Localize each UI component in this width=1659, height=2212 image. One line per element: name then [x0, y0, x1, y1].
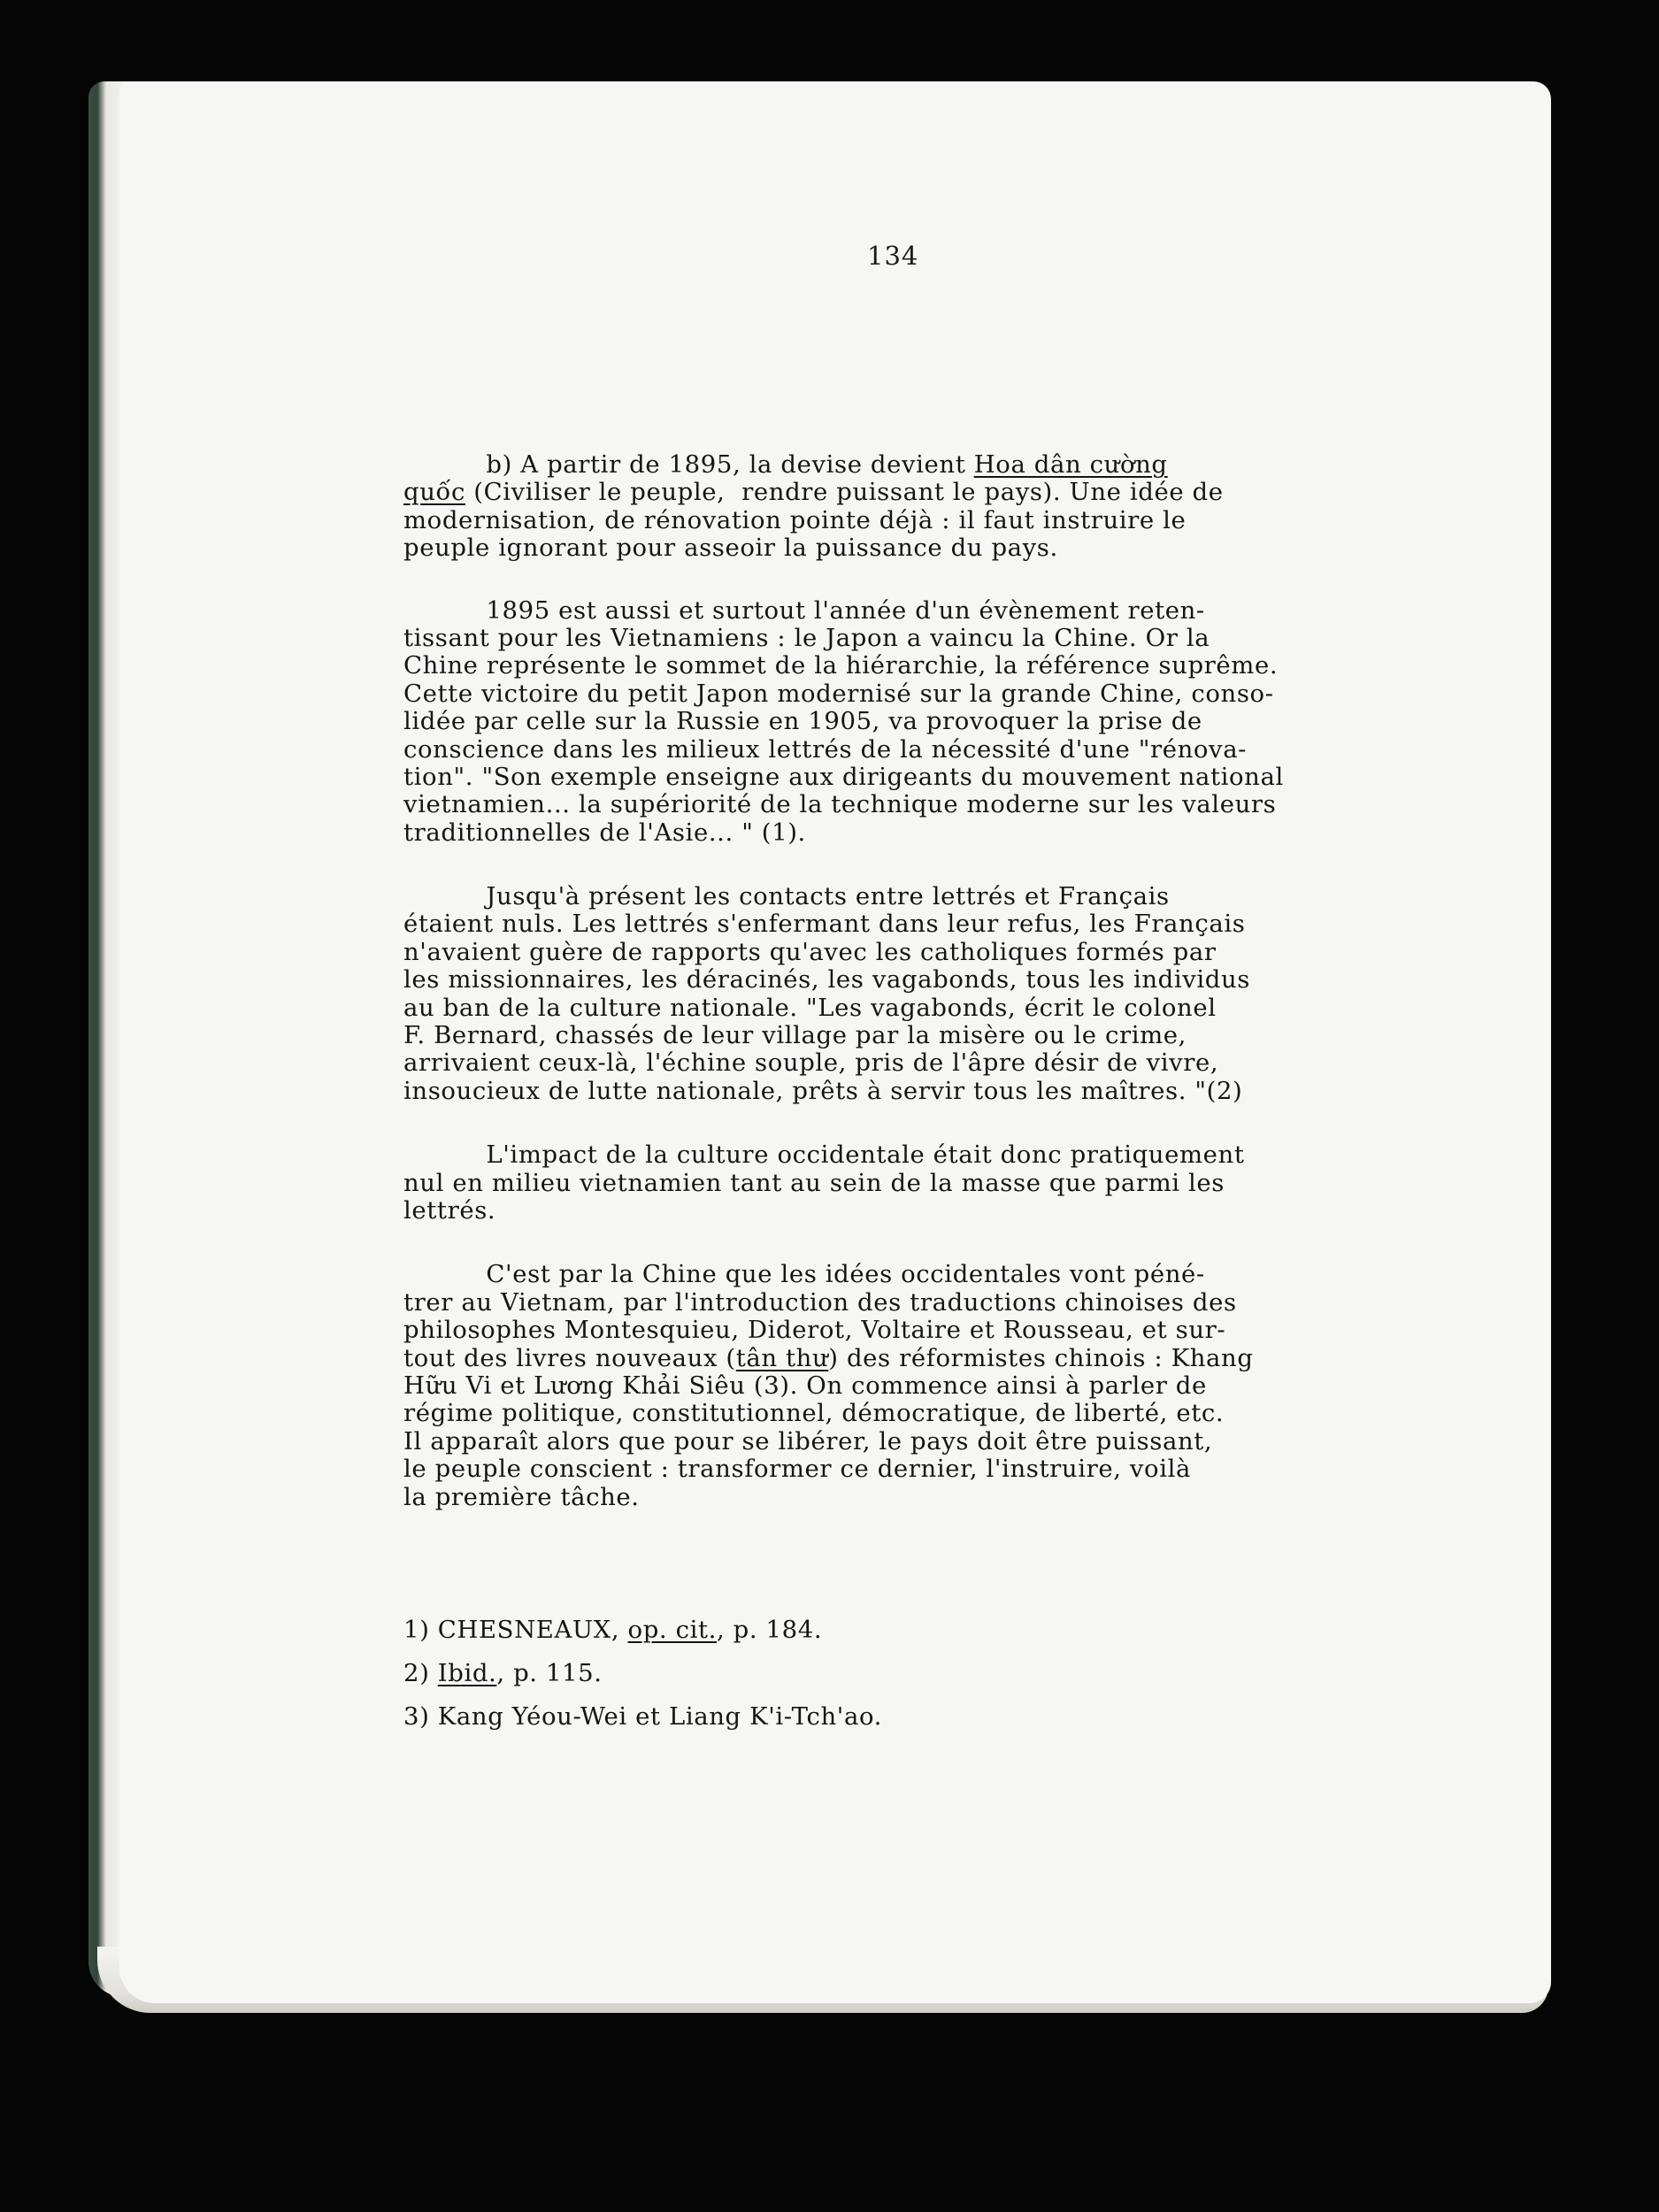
text-line: philosophes Montesquieu, Diderot, Voltaire et Rousseau, et sur-	[403, 1316, 1226, 1345]
text-line: Hữu Vi et Lương Khải Siêu (3). On commence ainsi à parler de	[403, 1371, 1207, 1400]
text-line: L'impact de la culture occidentale était donc pratiquement	[403, 1141, 1245, 1170]
text-line: Il apparaît alors que pour se libérer, le pays doit être puissant,	[403, 1426, 1213, 1455]
paragraph	[403, 597, 1448, 848]
text-line: étaient nuls. Les lettrés s'enfermant dans leur refus, les Français	[403, 910, 1246, 939]
text-line: lettrés.	[403, 1195, 496, 1225]
text-line: la première tâche.	[403, 1482, 640, 1511]
underlined-term: tân thư	[735, 1343, 829, 1372]
text-line: nul en milieu vietnamien tant au sein de la masse que parmi les	[403, 1168, 1225, 1197]
text-line: au ban de la culture nationale. "Les vagabonds, écrit le colonel	[403, 993, 1217, 1022]
text-line: arrivaient ceux-là, l'échine souple, pris de l'âpre désir de vivre,	[403, 1048, 1219, 1078]
footnote: 1) CHESNEAUX, op. cit., p. 184.	[403, 1616, 823, 1644]
underlined-term: Ibid.	[437, 1659, 497, 1687]
underlined-term: op. cit.	[627, 1616, 717, 1644]
text-line: conscience dans les milieux lettrés de la nécessité d'une "rénova-	[403, 734, 1248, 764]
text-line: modernisation, de rénovation pointe déjà : il faut instruire le	[403, 505, 1187, 534]
body-text	[403, 451, 1448, 1511]
footnotes	[403, 1609, 1200, 1739]
text-line: tion". "Son exemple enseigne aux dirigeants du mouvement national	[403, 762, 1284, 791]
text-line: tissant pour les Vietnamiens : le Japon a vaincu la Chine. Or la	[403, 623, 1210, 652]
paragraph	[403, 1261, 1448, 1511]
text-line: vietnamien... la supériorité de la technique moderne sur les valeurs	[403, 790, 1277, 819]
footnote: 2) Ibid., p. 115.	[403, 1659, 603, 1687]
paragraph	[403, 451, 1448, 563]
text-line: quốc (Civiliser le peuple, rendre puissant le pays). Une idée de	[403, 478, 1224, 507]
text-line: Chine représente le sommet de la hiérarchie, la référence suprême.	[403, 651, 1279, 680]
text-line: traditionnelles de l'Asie... " (1).	[403, 818, 806, 847]
text-line: Cette victoire du petit Japon modernisé sur la grande Chine, conso-	[403, 679, 1274, 708]
page-number: 134	[867, 241, 919, 271]
text-line: trer au Vietnam, par l'introduction des traductions chinoises des	[403, 1287, 1237, 1317]
text-line: 1895 est aussi et surtout l'année d'un évènement reten-	[403, 595, 1205, 625]
text-line: n'avaient guère de rapports qu'avec les catholiques formés par	[403, 937, 1217, 966]
text-line: F. Bernard, chassés de leur village par la misère ou le crime,	[403, 1021, 1187, 1050]
paragraph	[403, 1141, 1448, 1225]
text-line: Jusqu'à présent les contacts entre lettrés et Français	[403, 882, 1170, 911]
text-line: le peuple conscient : transformer ce dernier, l'instruire, voilà	[403, 1455, 1191, 1484]
underlined-term: quốc	[403, 478, 465, 507]
paragraph	[403, 883, 1448, 1105]
text-line: peuple ignorant pour asseoir la puissance du pays.	[403, 534, 1058, 563]
text-line: insoucieux de lutte nationale, prêts à servir tous les maîtres. "(2)	[403, 1076, 1243, 1105]
text-line: lidée par celle sur la Russie en 1905, va provoquer la prise de	[403, 707, 1202, 736]
text-line: les missionnaires, les déracinés, les vagabonds, tous les individus	[403, 965, 1251, 995]
text-line: C'est par la Chine que les idées occidentales vont péné-	[403, 1260, 1205, 1289]
underlined-term: Hoa dân cường	[973, 450, 1168, 479]
text-line: régime politique, constitutionnel, démocratique, de liberté, etc.	[403, 1399, 1225, 1428]
text-line: b) A partir de 1895, la devise devient Hoa dân cường	[403, 450, 1168, 479]
footnote: 3) Kang Yéou-Wei et Liang K'i-Tch'ao.	[403, 1702, 882, 1731]
text-line: tout des livres nouveaux (tân thư) des réformistes chinois : Khang	[403, 1343, 1254, 1372]
